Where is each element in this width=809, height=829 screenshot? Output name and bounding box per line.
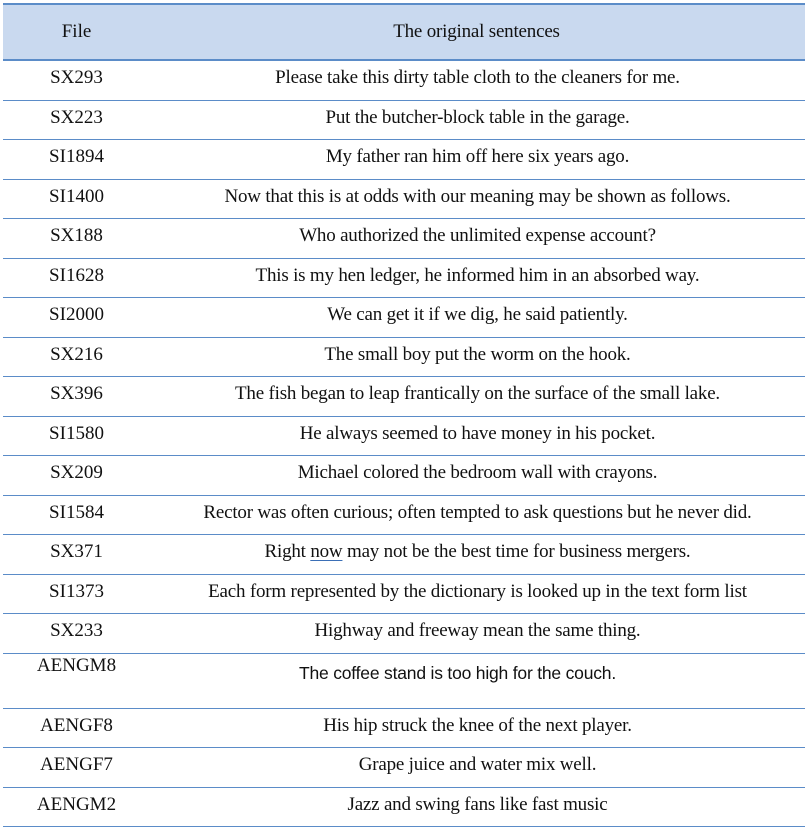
sentence-cell: Grape juice and water mix well.: [358, 754, 597, 776]
sentence-cell: Rector was often curious; often tempted to ask questions but he never did.: [203, 501, 752, 523]
file-cell: SI1584: [49, 501, 104, 523]
table-row: [3, 219, 805, 259]
table-header-row: [3, 3, 805, 61]
sentence-cell: His hip struck the knee of the next player.: [323, 714, 632, 736]
file-cell: SX216: [50, 343, 103, 365]
file-cell: AENGF7: [40, 754, 113, 776]
table-row: [3, 614, 805, 654]
sentence-cell: [150, 541, 805, 563]
table-row: [3, 140, 805, 180]
sentence-cell: Highway and freeway mean the same thing.: [314, 620, 641, 642]
sentence-cell: Michael colored the bedroom wall with crayons.: [297, 462, 658, 484]
sentence-cell: Who authorized the unlimited expense account?: [299, 225, 656, 247]
table-row: [3, 748, 805, 788]
table-row: [3, 61, 805, 101]
sentence-cell: Each form represented by the dictionary is looked up in the text form list: [208, 580, 747, 602]
file-cell: SX223: [50, 106, 103, 128]
file-cell: SI1400: [49, 185, 104, 207]
header-sentences: The original sentences: [393, 21, 560, 42]
sentence-cell: The small boy put the worm on the hook.: [324, 343, 631, 365]
sentence-cell: Please take this dirty table cloth to the cleaners for me.: [275, 67, 680, 89]
table-row: [3, 496, 805, 536]
sentence-cell: Now that this is at odds with our meaning may be shown as follows.: [224, 185, 731, 207]
table-row: [3, 709, 805, 749]
sentence-cell: This is my hen ledger, he informed him in an absorbed way.: [255, 264, 700, 286]
table-row: [3, 298, 805, 338]
sentence-cell: The coffee stand is too high for the couch.: [299, 662, 616, 683]
file-cell: SX233: [50, 620, 103, 642]
file-cell: AENGM8: [36, 654, 117, 676]
file-cell: SI1580: [49, 422, 104, 444]
sentence-cell: Jazz and swing fans like fast music: [347, 793, 608, 815]
table-row: [3, 535, 805, 575]
sentence-cell: The fish began to leap frantically on the surface of the small lake.: [235, 383, 720, 405]
sentences-table: [3, 3, 805, 827]
sentence-cell: We can get it if we dig, he said patiently.: [327, 304, 628, 326]
header-file: File: [61, 21, 92, 42]
file-cell: SX371: [50, 541, 103, 563]
table-row: [3, 417, 805, 457]
sentence-cell: Put the butcher-block table in the garage.: [325, 106, 630, 128]
table-row: [3, 654, 805, 709]
file-cell: SX396: [50, 383, 103, 405]
table-row: [3, 377, 805, 417]
file-cell: SX209: [50, 462, 103, 484]
table-row: [3, 180, 805, 220]
table-row: [3, 456, 805, 496]
sentence-part: Right: [264, 541, 311, 563]
underlined-word: now: [310, 541, 343, 563]
file-cell: SI1373: [49, 580, 104, 602]
table-row: [3, 338, 805, 378]
file-cell: AENGM2: [36, 793, 117, 815]
table-row: [3, 575, 805, 615]
file-cell: SX188: [50, 225, 103, 247]
sentence-part: may not be the best time for business mergers.: [342, 541, 691, 563]
file-cell: SI1894: [49, 146, 104, 168]
table-row: [3, 101, 805, 141]
file-cell: SX293: [50, 67, 103, 89]
table-row: [3, 259, 805, 299]
sentence-cell: My father ran him off here six years ago.: [325, 146, 630, 168]
file-cell: AENGF8: [40, 714, 113, 736]
sentence-cell: He always seemed to have money in his pocket.: [299, 422, 656, 444]
file-cell: SI1628: [49, 264, 104, 286]
table-row: [3, 788, 805, 828]
file-cell: SI2000: [49, 304, 104, 326]
